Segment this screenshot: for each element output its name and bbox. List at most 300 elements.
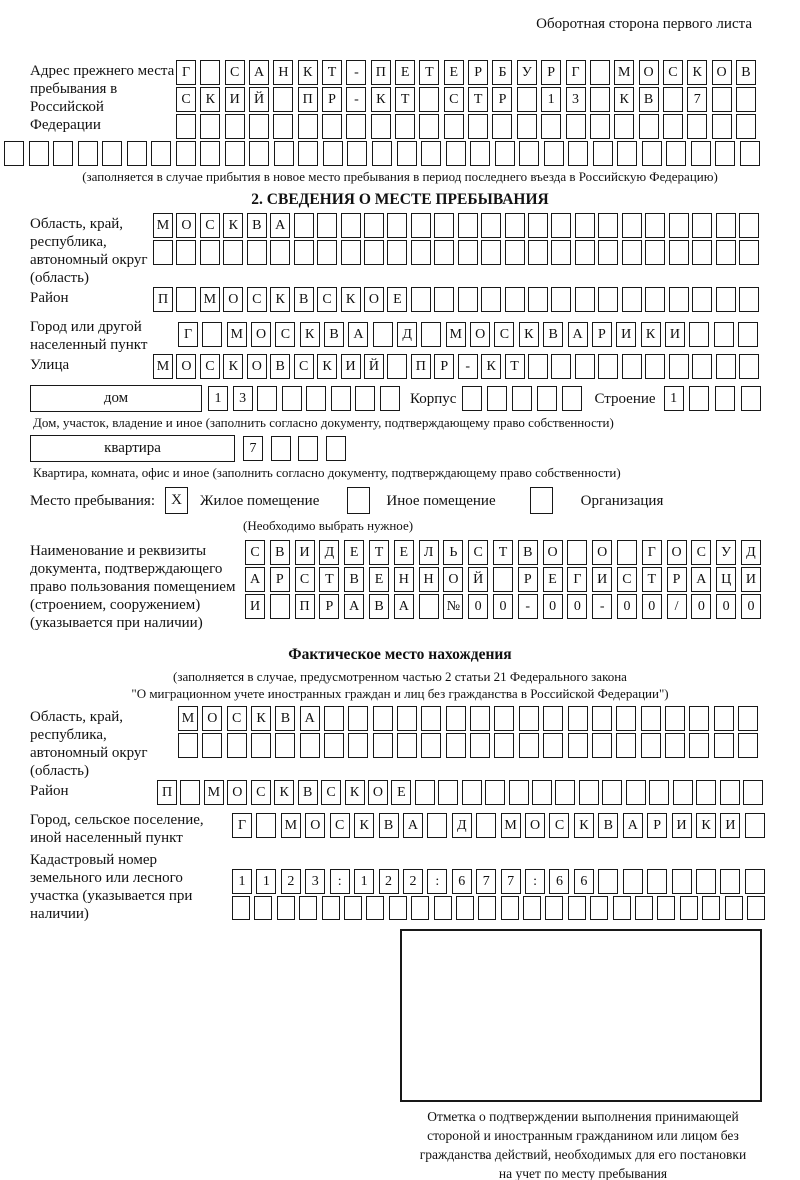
char-box[interactable]: К bbox=[696, 813, 716, 838]
char-box[interactable]: 3 bbox=[566, 87, 586, 112]
char-box[interactable]: А bbox=[348, 322, 368, 347]
char-box[interactable] bbox=[462, 780, 482, 805]
char-box[interactable]: О bbox=[227, 780, 247, 805]
char-box[interactable] bbox=[476, 813, 496, 838]
char-box[interactable] bbox=[528, 213, 548, 238]
char-box[interactable] bbox=[645, 240, 665, 265]
char-box[interactable] bbox=[178, 733, 198, 758]
char-box[interactable] bbox=[519, 141, 539, 166]
char-box[interactable]: 6 bbox=[574, 869, 594, 894]
char-box[interactable] bbox=[153, 240, 173, 265]
char-box[interactable] bbox=[598, 287, 618, 312]
char-box[interactable]: - bbox=[346, 87, 366, 112]
char-box[interactable]: И bbox=[225, 87, 245, 112]
char-box[interactable]: 1 bbox=[256, 869, 276, 894]
char-box[interactable] bbox=[415, 780, 435, 805]
char-box[interactable] bbox=[712, 87, 732, 112]
char-box[interactable]: Г bbox=[176, 60, 196, 85]
char-box[interactable]: Р bbox=[592, 322, 612, 347]
char-box[interactable] bbox=[202, 322, 222, 347]
char-box[interactable]: О bbox=[176, 354, 196, 379]
char-box[interactable]: К bbox=[270, 287, 290, 312]
char-box[interactable] bbox=[324, 706, 344, 731]
char-box[interactable] bbox=[568, 141, 588, 166]
char-box[interactable]: В bbox=[270, 354, 290, 379]
char-box[interactable] bbox=[692, 354, 712, 379]
char-box[interactable] bbox=[294, 213, 314, 238]
char-box[interactable]: В bbox=[344, 567, 364, 592]
char-box[interactable] bbox=[481, 287, 501, 312]
char-box[interactable] bbox=[517, 114, 537, 139]
char-box[interactable] bbox=[419, 87, 439, 112]
char-box[interactable] bbox=[663, 114, 683, 139]
char-box[interactable]: Д bbox=[319, 540, 339, 565]
char-box[interactable]: И bbox=[741, 567, 761, 592]
char-box[interactable] bbox=[397, 706, 417, 731]
char-box[interactable]: 2 bbox=[281, 869, 301, 894]
char-box[interactable] bbox=[575, 354, 595, 379]
char-box[interactable]: М bbox=[446, 322, 466, 347]
char-box[interactable] bbox=[689, 706, 709, 731]
char-box[interactable]: Т bbox=[493, 540, 513, 565]
char-box[interactable] bbox=[176, 240, 196, 265]
char-box[interactable]: П bbox=[153, 287, 173, 312]
char-box[interactable]: 2 bbox=[379, 869, 399, 894]
char-box[interactable] bbox=[725, 896, 743, 920]
char-box[interactable] bbox=[478, 896, 496, 920]
char-box[interactable]: Е bbox=[395, 60, 415, 85]
char-box[interactable]: С bbox=[321, 780, 341, 805]
char-box[interactable] bbox=[626, 780, 646, 805]
char-box[interactable]: О bbox=[543, 540, 563, 565]
char-box[interactable] bbox=[645, 287, 665, 312]
char-box[interactable] bbox=[645, 213, 665, 238]
char-box[interactable] bbox=[720, 780, 740, 805]
char-box[interactable]: С bbox=[247, 287, 267, 312]
char-box[interactable] bbox=[225, 141, 245, 166]
char-box[interactable]: А bbox=[245, 567, 265, 592]
char-box[interactable] bbox=[666, 141, 686, 166]
char-box[interactable]: Р bbox=[434, 354, 454, 379]
char-box[interactable]: В bbox=[298, 780, 318, 805]
char-box[interactable] bbox=[446, 706, 466, 731]
char-box[interactable] bbox=[645, 354, 665, 379]
char-box[interactable]: О bbox=[712, 60, 732, 85]
char-box[interactable] bbox=[691, 141, 711, 166]
char-box[interactable]: О bbox=[368, 780, 388, 805]
char-box[interactable] bbox=[373, 322, 393, 347]
char-box[interactable]: Т bbox=[642, 567, 662, 592]
char-box[interactable] bbox=[446, 733, 466, 758]
char-box[interactable] bbox=[736, 114, 756, 139]
char-box[interactable] bbox=[180, 780, 200, 805]
char-box[interactable] bbox=[740, 141, 760, 166]
char-box[interactable]: 0 bbox=[468, 594, 488, 619]
char-box[interactable] bbox=[622, 354, 642, 379]
char-box[interactable] bbox=[622, 240, 642, 265]
char-box[interactable] bbox=[745, 813, 765, 838]
char-box[interactable] bbox=[736, 87, 756, 112]
char-box[interactable]: С bbox=[549, 813, 569, 838]
char-box[interactable] bbox=[567, 540, 587, 565]
char-box[interactable]: Е bbox=[391, 780, 411, 805]
char-box[interactable] bbox=[395, 114, 415, 139]
char-box[interactable]: - bbox=[346, 60, 366, 85]
char-box[interactable]: О bbox=[525, 813, 545, 838]
char-box[interactable] bbox=[568, 896, 586, 920]
char-box[interactable] bbox=[543, 706, 563, 731]
char-box[interactable] bbox=[227, 733, 247, 758]
char-box[interactable]: К bbox=[317, 354, 337, 379]
char-box[interactable] bbox=[555, 780, 575, 805]
char-box[interactable]: К bbox=[481, 354, 501, 379]
char-box[interactable] bbox=[249, 114, 269, 139]
char-box[interactable] bbox=[623, 869, 643, 894]
char-box[interactable] bbox=[598, 354, 618, 379]
char-box[interactable] bbox=[470, 706, 490, 731]
char-box[interactable] bbox=[270, 240, 290, 265]
char-box[interactable]: Т bbox=[369, 540, 389, 565]
char-box[interactable] bbox=[641, 733, 661, 758]
char-box[interactable] bbox=[271, 436, 291, 461]
char-box[interactable] bbox=[551, 287, 571, 312]
char-box[interactable]: С bbox=[200, 213, 220, 238]
char-box[interactable]: / bbox=[667, 594, 687, 619]
char-box[interactable] bbox=[485, 780, 505, 805]
char-box[interactable] bbox=[355, 386, 375, 411]
char-box[interactable]: Т bbox=[395, 87, 415, 112]
char-box[interactable]: В bbox=[736, 60, 756, 85]
char-box[interactable] bbox=[647, 869, 667, 894]
char-box[interactable]: Д bbox=[741, 540, 761, 565]
char-box[interactable]: М bbox=[178, 706, 198, 731]
char-box[interactable]: Т bbox=[419, 60, 439, 85]
char-box[interactable]: А bbox=[270, 213, 290, 238]
char-box[interactable] bbox=[692, 287, 712, 312]
char-box[interactable] bbox=[397, 733, 417, 758]
char-box[interactable] bbox=[275, 733, 295, 758]
char-box[interactable] bbox=[592, 706, 612, 731]
char-box[interactable] bbox=[387, 240, 407, 265]
char-box[interactable]: М bbox=[153, 213, 173, 238]
char-box[interactable] bbox=[519, 733, 539, 758]
char-box[interactable]: К bbox=[200, 87, 220, 112]
char-box[interactable] bbox=[689, 733, 709, 758]
char-box[interactable] bbox=[714, 733, 734, 758]
char-box[interactable] bbox=[341, 240, 361, 265]
char-box[interactable] bbox=[543, 733, 563, 758]
char-box[interactable]: О bbox=[364, 287, 384, 312]
char-box[interactable] bbox=[743, 780, 763, 805]
char-box[interactable]: А bbox=[691, 567, 711, 592]
char-box[interactable] bbox=[738, 706, 758, 731]
char-box[interactable]: О bbox=[443, 567, 463, 592]
char-box[interactable]: Г bbox=[232, 813, 252, 838]
char-box[interactable]: Р bbox=[541, 60, 561, 85]
char-box[interactable] bbox=[575, 213, 595, 238]
char-box[interactable] bbox=[344, 896, 362, 920]
char-box[interactable] bbox=[739, 213, 759, 238]
char-box[interactable]: А bbox=[249, 60, 269, 85]
char-box[interactable]: С bbox=[444, 87, 464, 112]
char-box[interactable]: Н bbox=[419, 567, 439, 592]
char-box[interactable]: 0 bbox=[716, 594, 736, 619]
char-box[interactable] bbox=[481, 213, 501, 238]
char-box[interactable] bbox=[274, 141, 294, 166]
char-box[interactable] bbox=[696, 780, 716, 805]
char-box[interactable]: П bbox=[157, 780, 177, 805]
char-box[interactable]: Е bbox=[444, 60, 464, 85]
char-box[interactable]: Р bbox=[667, 567, 687, 592]
char-box[interactable]: А bbox=[344, 594, 364, 619]
char-box[interactable] bbox=[649, 780, 669, 805]
char-box[interactable] bbox=[505, 287, 525, 312]
char-box[interactable] bbox=[470, 141, 490, 166]
char-box[interactable] bbox=[373, 733, 393, 758]
char-box[interactable]: О bbox=[667, 540, 687, 565]
char-box[interactable] bbox=[590, 114, 610, 139]
char-box[interactable] bbox=[372, 141, 392, 166]
char-box[interactable] bbox=[505, 213, 525, 238]
char-box[interactable] bbox=[689, 322, 709, 347]
char-box[interactable]: Р bbox=[319, 594, 339, 619]
char-box[interactable] bbox=[614, 114, 634, 139]
char-box[interactable]: 0 bbox=[642, 594, 662, 619]
char-box[interactable] bbox=[598, 869, 618, 894]
char-box[interactable]: К bbox=[298, 60, 318, 85]
char-box[interactable] bbox=[716, 354, 736, 379]
char-box[interactable] bbox=[715, 386, 735, 411]
char-box[interactable] bbox=[346, 114, 366, 139]
char-box[interactable]: 1 bbox=[541, 87, 561, 112]
char-box[interactable]: 7 bbox=[243, 436, 263, 461]
char-box[interactable]: К bbox=[223, 354, 243, 379]
char-box[interactable] bbox=[635, 896, 653, 920]
char-box[interactable] bbox=[528, 354, 548, 379]
char-box[interactable] bbox=[517, 87, 537, 112]
char-box[interactable] bbox=[714, 322, 734, 347]
char-box[interactable] bbox=[326, 436, 346, 461]
char-box[interactable]: И bbox=[592, 567, 612, 592]
char-box[interactable]: 7 bbox=[687, 87, 707, 112]
char-box[interactable]: О bbox=[639, 60, 659, 85]
char-box[interactable] bbox=[434, 287, 454, 312]
char-box[interactable] bbox=[277, 896, 295, 920]
char-box[interactable] bbox=[523, 896, 541, 920]
char-box[interactable]: В bbox=[270, 540, 290, 565]
char-box[interactable]: В bbox=[369, 594, 389, 619]
char-box[interactable] bbox=[501, 896, 519, 920]
char-box[interactable]: О bbox=[202, 706, 222, 731]
char-box[interactable] bbox=[579, 780, 599, 805]
char-box[interactable]: С bbox=[176, 87, 196, 112]
char-box[interactable]: Н bbox=[273, 60, 293, 85]
char-box[interactable]: М bbox=[200, 287, 220, 312]
char-box[interactable] bbox=[739, 287, 759, 312]
char-box[interactable]: - bbox=[518, 594, 538, 619]
char-box[interactable] bbox=[421, 733, 441, 758]
char-box[interactable] bbox=[273, 87, 293, 112]
char-box[interactable] bbox=[669, 213, 689, 238]
char-box[interactable] bbox=[665, 706, 685, 731]
char-box[interactable] bbox=[421, 322, 441, 347]
char-box[interactable] bbox=[438, 780, 458, 805]
char-box[interactable] bbox=[317, 240, 337, 265]
char-box[interactable] bbox=[673, 780, 693, 805]
char-box[interactable]: К bbox=[223, 213, 243, 238]
char-box[interactable] bbox=[397, 141, 417, 166]
char-box[interactable] bbox=[306, 386, 326, 411]
char-box[interactable] bbox=[593, 141, 613, 166]
char-box[interactable] bbox=[622, 287, 642, 312]
char-box[interactable]: : bbox=[427, 869, 447, 894]
char-box[interactable]: В bbox=[247, 213, 267, 238]
char-box[interactable]: Г bbox=[567, 567, 587, 592]
stay-type-checkbox-other-premises[interactable] bbox=[347, 487, 370, 514]
char-box[interactable] bbox=[322, 114, 342, 139]
char-box[interactable] bbox=[592, 733, 612, 758]
char-box[interactable]: К bbox=[641, 322, 661, 347]
char-box[interactable]: О bbox=[305, 813, 325, 838]
char-box[interactable]: О bbox=[592, 540, 612, 565]
char-box[interactable]: Р bbox=[518, 567, 538, 592]
char-box[interactable]: С bbox=[295, 567, 315, 592]
char-box[interactable]: П bbox=[295, 594, 315, 619]
char-box[interactable]: К bbox=[354, 813, 374, 838]
char-box[interactable] bbox=[545, 896, 563, 920]
char-box[interactable]: С bbox=[200, 354, 220, 379]
char-box[interactable]: К bbox=[345, 780, 365, 805]
char-box[interactable] bbox=[251, 733, 271, 758]
char-box[interactable] bbox=[434, 896, 452, 920]
char-box[interactable] bbox=[331, 386, 351, 411]
char-box[interactable]: Р bbox=[647, 813, 667, 838]
char-box[interactable] bbox=[421, 141, 441, 166]
char-box[interactable]: 2 bbox=[403, 869, 423, 894]
char-box[interactable]: А bbox=[403, 813, 423, 838]
char-box[interactable]: К bbox=[687, 60, 707, 85]
char-box[interactable]: Й bbox=[249, 87, 269, 112]
char-box[interactable] bbox=[739, 240, 759, 265]
char-box[interactable] bbox=[741, 386, 761, 411]
char-box[interactable] bbox=[481, 240, 501, 265]
char-box[interactable] bbox=[341, 213, 361, 238]
char-box[interactable] bbox=[456, 896, 474, 920]
char-box[interactable] bbox=[270, 594, 290, 619]
char-box[interactable] bbox=[544, 141, 564, 166]
char-box[interactable] bbox=[617, 141, 637, 166]
char-box[interactable] bbox=[493, 567, 513, 592]
char-box[interactable] bbox=[419, 594, 439, 619]
char-box[interactable]: П bbox=[411, 354, 431, 379]
char-box[interactable] bbox=[487, 386, 507, 411]
char-box[interactable] bbox=[519, 706, 539, 731]
char-box[interactable] bbox=[672, 869, 692, 894]
char-box[interactable] bbox=[462, 386, 482, 411]
stay-type-checkbox-organization[interactable] bbox=[530, 487, 553, 514]
char-box[interactable]: № bbox=[443, 594, 463, 619]
char-box[interactable] bbox=[494, 733, 514, 758]
char-box[interactable]: 7 bbox=[476, 869, 496, 894]
char-box[interactable]: О bbox=[247, 354, 267, 379]
char-box[interactable]: П bbox=[298, 87, 318, 112]
char-box[interactable]: С bbox=[494, 322, 514, 347]
char-box[interactable] bbox=[371, 114, 391, 139]
char-box[interactable] bbox=[200, 114, 220, 139]
char-box[interactable] bbox=[702, 896, 720, 920]
char-box[interactable]: 1 bbox=[664, 386, 684, 411]
char-box[interactable]: Р bbox=[270, 567, 290, 592]
char-box[interactable]: И bbox=[341, 354, 361, 379]
char-box[interactable] bbox=[575, 240, 595, 265]
char-box[interactable]: Р bbox=[492, 87, 512, 112]
char-box[interactable]: К bbox=[371, 87, 391, 112]
char-box[interactable] bbox=[590, 896, 608, 920]
char-box[interactable]: С bbox=[330, 813, 350, 838]
char-box[interactable] bbox=[247, 240, 267, 265]
char-box[interactable]: С bbox=[317, 287, 337, 312]
char-box[interactable] bbox=[299, 896, 317, 920]
char-box[interactable] bbox=[562, 386, 582, 411]
char-box[interactable]: Е bbox=[344, 540, 364, 565]
char-box[interactable]: 1 bbox=[354, 869, 374, 894]
char-box[interactable]: К bbox=[574, 813, 594, 838]
char-box[interactable]: 6 bbox=[452, 869, 472, 894]
char-box[interactable] bbox=[696, 869, 716, 894]
char-box[interactable] bbox=[102, 141, 122, 166]
char-box[interactable]: С bbox=[251, 780, 271, 805]
char-box[interactable]: 0 bbox=[543, 594, 563, 619]
char-box[interactable] bbox=[669, 240, 689, 265]
char-box[interactable]: И bbox=[665, 322, 685, 347]
char-box[interactable] bbox=[348, 733, 368, 758]
char-box[interactable] bbox=[298, 114, 318, 139]
char-box[interactable] bbox=[387, 354, 407, 379]
char-box[interactable] bbox=[566, 114, 586, 139]
char-box[interactable] bbox=[364, 240, 384, 265]
char-box[interactable] bbox=[622, 213, 642, 238]
char-box[interactable] bbox=[641, 706, 661, 731]
char-box[interactable]: 0 bbox=[567, 594, 587, 619]
char-box[interactable] bbox=[692, 213, 712, 238]
char-box[interactable] bbox=[298, 141, 318, 166]
char-box[interactable] bbox=[505, 240, 525, 265]
char-box[interactable] bbox=[387, 213, 407, 238]
char-box[interactable] bbox=[680, 896, 698, 920]
char-box[interactable] bbox=[202, 733, 222, 758]
char-box[interactable]: В bbox=[518, 540, 538, 565]
char-box[interactable] bbox=[590, 60, 610, 85]
char-box[interactable] bbox=[444, 114, 464, 139]
char-box[interactable]: А bbox=[394, 594, 414, 619]
char-box[interactable] bbox=[282, 386, 302, 411]
char-box[interactable]: С bbox=[617, 567, 637, 592]
char-box[interactable] bbox=[200, 240, 220, 265]
char-box[interactable] bbox=[598, 240, 618, 265]
char-box[interactable]: 1 bbox=[208, 386, 228, 411]
char-box[interactable]: В bbox=[598, 813, 618, 838]
char-box[interactable] bbox=[347, 141, 367, 166]
char-box[interactable]: : bbox=[330, 869, 350, 894]
char-box[interactable]: 1 bbox=[232, 869, 252, 894]
char-box[interactable] bbox=[411, 240, 431, 265]
char-box[interactable]: Ц bbox=[716, 567, 736, 592]
char-box[interactable]: Р bbox=[468, 60, 488, 85]
char-box[interactable] bbox=[470, 733, 490, 758]
char-box[interactable] bbox=[568, 733, 588, 758]
char-box[interactable] bbox=[716, 213, 736, 238]
char-box[interactable]: О bbox=[223, 287, 243, 312]
